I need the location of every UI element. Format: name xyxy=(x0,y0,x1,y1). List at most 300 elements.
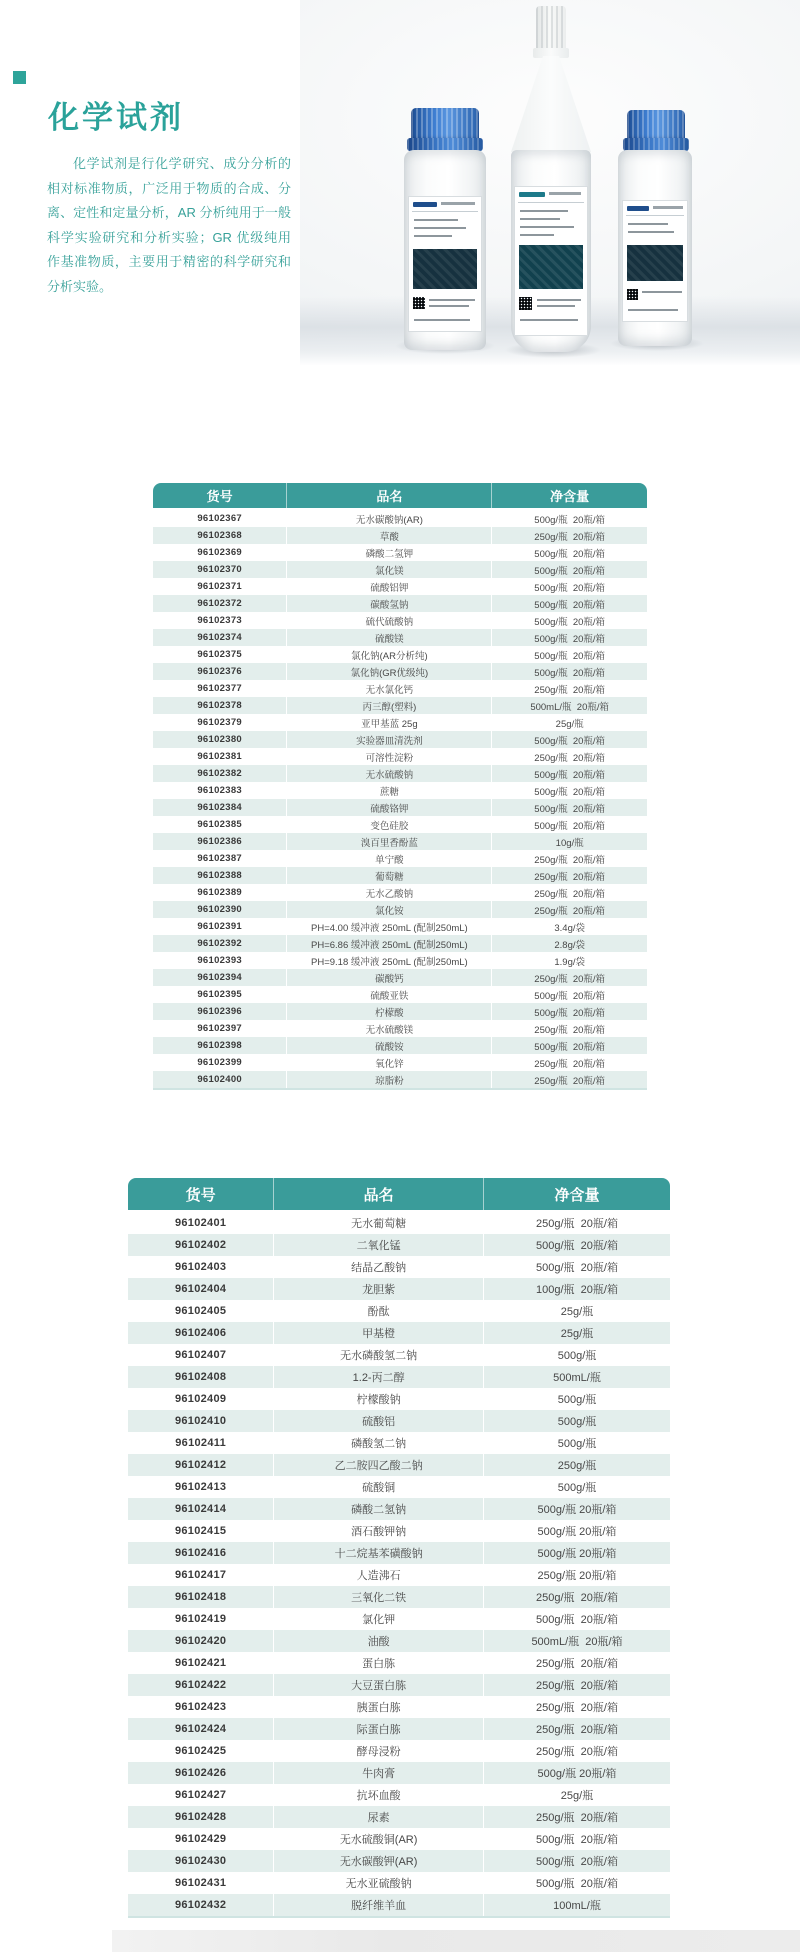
cell-item-no: 96102371 xyxy=(197,581,243,592)
table-row xyxy=(153,612,647,629)
cell-item-no: 96102408 xyxy=(174,1371,227,1383)
table-row xyxy=(128,1454,670,1476)
table-row xyxy=(153,867,647,884)
cell-item-no: 96102424 xyxy=(174,1723,227,1735)
cell-net-content: 250g/瓶 20瓶/箱 xyxy=(483,1806,670,1828)
cell-product-name: 尿素 xyxy=(273,1806,483,1828)
table-row xyxy=(153,816,647,833)
cell-product-name: 酵母浸粉 xyxy=(273,1740,483,1762)
cell-net-content: 500g/瓶 20瓶/箱 xyxy=(491,1003,647,1020)
cell-product-name: 葡萄糖 xyxy=(286,867,491,884)
cell-item-no: 96102432 xyxy=(174,1899,227,1911)
table-row xyxy=(128,1256,670,1278)
table-row xyxy=(153,544,647,561)
cell-product-name: 亚甲基蓝 25g xyxy=(286,714,491,731)
table-row xyxy=(153,663,647,680)
table-row xyxy=(128,1806,670,1828)
bottle-label xyxy=(514,186,588,336)
label-text-line xyxy=(520,319,578,321)
teal-square-decoration xyxy=(13,71,26,84)
cell-item-no: 96102396 xyxy=(197,1006,243,1017)
table-row xyxy=(128,1696,670,1718)
cell-net-content: 25g/瓶 xyxy=(483,1300,670,1322)
table-row xyxy=(128,1410,670,1432)
table-row xyxy=(128,1674,670,1696)
table-row xyxy=(128,1520,670,1542)
label-brand-mark xyxy=(519,192,545,197)
cell-net-content: 500g/瓶 xyxy=(483,1432,670,1454)
cell-net-content: 500g/瓶 20瓶/箱 xyxy=(483,1542,670,1564)
cell-net-content: 250g/瓶 20瓶/箱 xyxy=(483,1674,670,1696)
label-text-line xyxy=(429,305,469,307)
cell-net-content: 25g/瓶 xyxy=(483,1784,670,1806)
cell-product-name: 油酸 xyxy=(273,1630,483,1652)
table-row xyxy=(128,1344,670,1366)
cell-net-content: 500g/瓶 20瓶/箱 xyxy=(491,646,647,663)
cell-item-no: 96102372 xyxy=(197,598,243,609)
bottle-label xyxy=(622,200,688,322)
table-row xyxy=(153,833,647,850)
cell-net-content: 500g/瓶 20瓶/箱 xyxy=(491,986,647,1003)
intro-paragraph: 化学试剂是行化学研究、成分分析的相对标准物质，广泛用于物质的合成、分离、定性和定量分析，AR 分析纯用于一般科学实验研究和分析实验；GR 优级纯用作基准物质，主要用于精密的科学研究和分析实验。 xyxy=(47,156,291,294)
column-header-2: 品名 xyxy=(273,1178,483,1210)
cell-item-no: 96102384 xyxy=(197,802,243,813)
cell-net-content: 500g/瓶 20瓶/箱 xyxy=(483,1234,670,1256)
bottom-section-band xyxy=(112,1930,800,1952)
cell-product-name: 蛋白胨 xyxy=(273,1652,483,1674)
cell-item-no: 96102403 xyxy=(174,1261,227,1273)
product-table-2 xyxy=(128,1178,670,1918)
cell-product-name: 氯化钾 xyxy=(273,1608,483,1630)
table-row xyxy=(153,714,647,731)
cell-product-name: 硫代硫酸钠 xyxy=(286,612,491,629)
cell-product-name: 草酸 xyxy=(286,527,491,544)
cell-item-no: 96102423 xyxy=(174,1701,227,1713)
cell-product-name: 硫酸铝钾 xyxy=(286,578,491,595)
cell-product-name: 硫酸镁 xyxy=(286,629,491,646)
table-row xyxy=(128,1740,670,1762)
cell-product-name: 硫酸亚铁 xyxy=(286,986,491,1003)
table-row xyxy=(153,680,647,697)
table-row xyxy=(153,697,647,714)
product-table-1 xyxy=(153,483,647,1090)
cell-net-content: 250g/瓶 20瓶/箱 xyxy=(491,1020,647,1037)
cell-item-no: 96102414 xyxy=(174,1503,227,1515)
cell-item-no: 96102382 xyxy=(197,768,243,779)
cell-item-no: 96102418 xyxy=(174,1591,227,1603)
cell-net-content: 250g/瓶 20瓶/箱 xyxy=(483,1740,670,1762)
cell-product-name: 可溶性淀粉 xyxy=(286,748,491,765)
cell-item-no: 96102380 xyxy=(197,734,243,745)
cell-item-no: 96102412 xyxy=(174,1459,227,1471)
table-row xyxy=(153,1054,647,1071)
cell-item-no: 96102422 xyxy=(174,1679,227,1691)
bottle-cap xyxy=(536,6,566,50)
cell-item-no: 96102429 xyxy=(174,1833,227,1845)
cell-item-no: 96102417 xyxy=(174,1569,227,1581)
cell-net-content: 500g/瓶 20瓶/箱 xyxy=(491,663,647,680)
cell-product-name: 人造沸石 xyxy=(273,1564,483,1586)
cell-item-no: 96102404 xyxy=(174,1283,227,1295)
cell-item-no: 96102398 xyxy=(197,1040,243,1051)
cell-net-content: 500g/瓶 20瓶/箱 xyxy=(491,544,647,561)
cell-net-content: 25g/瓶 xyxy=(491,714,647,731)
cell-net-content: 250g/瓶 20瓶/箱 xyxy=(483,1652,670,1674)
cell-net-content: 10g/瓶 xyxy=(491,833,647,850)
product-photo xyxy=(300,0,800,365)
table-row xyxy=(153,765,647,782)
cell-product-name: 无水碳酸钠(AR) xyxy=(286,510,491,527)
cell-product-name: 无水硫酸钠 xyxy=(286,765,491,782)
cell-item-no: 96102376 xyxy=(197,666,243,677)
table-row xyxy=(128,1872,670,1894)
label-text-line xyxy=(520,218,560,220)
label-rule xyxy=(412,211,478,212)
cell-net-content: 250g/瓶 20瓶/箱 xyxy=(491,1054,647,1071)
cell-item-no: 96102378 xyxy=(197,700,243,711)
cell-net-content: 500g/瓶 xyxy=(483,1410,670,1432)
cell-item-no: 96102400 xyxy=(197,1074,243,1085)
cell-item-no: 96102391 xyxy=(197,921,243,932)
cell-product-name: 酚酞 xyxy=(273,1300,483,1322)
cell-item-no: 96102413 xyxy=(174,1481,227,1493)
cell-item-no: 96102383 xyxy=(197,785,243,796)
cell-net-content: 500g/瓶 20瓶/箱 xyxy=(483,1828,670,1850)
cell-product-name: 碳酸氢钠 xyxy=(286,595,491,612)
table-row xyxy=(128,1784,670,1806)
cell-item-no: 96102386 xyxy=(197,836,243,847)
label-text-line xyxy=(414,227,466,229)
cell-net-content: 1.9g/袋 xyxy=(491,952,647,969)
label-text-line xyxy=(414,219,458,221)
cell-product-name: 丙三醇(塑料) xyxy=(286,697,491,714)
table-row xyxy=(153,884,647,901)
bottle-shoulder xyxy=(511,56,591,152)
table-row xyxy=(153,510,647,527)
table-row xyxy=(128,1630,670,1652)
table-row xyxy=(128,1432,670,1454)
cell-item-no: 96102427 xyxy=(174,1789,227,1801)
cell-net-content: 500g/瓶 20瓶/箱 xyxy=(491,510,647,527)
label-text-line xyxy=(520,210,568,212)
cell-item-no: 96102419 xyxy=(174,1613,227,1625)
cell-product-name: 际蛋白胨 xyxy=(273,1718,483,1740)
table-row xyxy=(153,646,647,663)
label-text-line xyxy=(537,299,581,301)
column-header-2: 品名 xyxy=(286,483,491,508)
cell-item-no: 96102431 xyxy=(174,1877,227,1889)
cell-item-no: 96102430 xyxy=(174,1855,227,1867)
cell-net-content: 500g/瓶 xyxy=(483,1388,670,1410)
cell-item-no: 96102373 xyxy=(197,615,243,626)
cell-item-no: 96102375 xyxy=(197,649,243,660)
table-row xyxy=(128,1894,670,1916)
table-row xyxy=(153,1020,647,1037)
cell-net-content: 500g/瓶 xyxy=(483,1476,670,1498)
cell-product-name: 抗坏血酸 xyxy=(273,1784,483,1806)
table-row xyxy=(153,731,647,748)
cell-item-no: 96102390 xyxy=(197,904,243,915)
table-row xyxy=(128,1498,670,1520)
label-qr-code xyxy=(519,297,532,310)
table-row xyxy=(153,578,647,595)
cell-net-content: 2.8g/袋 xyxy=(491,935,647,952)
cell-product-name: 氯化镁 xyxy=(286,561,491,578)
cell-net-content: 250g/瓶 20瓶/箱 xyxy=(483,1718,670,1740)
table-row xyxy=(128,1586,670,1608)
cell-product-name: 胰蛋白胨 xyxy=(273,1696,483,1718)
cell-net-content: 250g/瓶 20瓶/箱 xyxy=(491,748,647,765)
cell-net-content: 3.4g/袋 xyxy=(491,918,647,935)
cell-product-name: 硫酸铜 xyxy=(273,1476,483,1498)
cell-net-content: 250g/瓶 20瓶/箱 xyxy=(491,867,647,884)
page-title: 化学试剂 xyxy=(48,100,184,135)
cell-item-no: 96102368 xyxy=(197,530,243,541)
cell-item-no: 96102411 xyxy=(175,1437,226,1449)
cell-product-name: 乙二胺四乙酸二钠 xyxy=(273,1454,483,1476)
table-row xyxy=(153,935,647,952)
cell-product-name: 无水硫酸铜(AR) xyxy=(273,1828,483,1850)
cell-product-name: 无水亚硫酸钠 xyxy=(273,1872,483,1894)
cell-product-name: 硫酸铬钾 xyxy=(286,799,491,816)
table-row xyxy=(153,850,647,867)
column-header-3: 净含量 xyxy=(483,1178,670,1210)
cell-product-name: 磷酸二氢钠 xyxy=(273,1498,483,1520)
cell-product-name: PH=6.86 缓冲液 250mL (配制250mL) xyxy=(286,935,491,952)
table-header xyxy=(153,483,647,508)
cell-product-name: 无水硫酸镁 xyxy=(286,1020,491,1037)
table-row xyxy=(128,1476,670,1498)
table-row xyxy=(153,629,647,646)
cell-item-no: 96102421 xyxy=(174,1657,227,1669)
table-row xyxy=(128,1850,670,1872)
cell-item-no: 96102367 xyxy=(197,513,243,524)
cell-net-content: 500g/瓶 20瓶/箱 xyxy=(491,1037,647,1054)
cell-product-name: 实验器皿清洗剂 xyxy=(286,731,491,748)
cell-item-no: 96102385 xyxy=(197,819,243,830)
label-text-line xyxy=(642,291,682,293)
table-body xyxy=(153,510,647,1090)
cell-product-name: 氧化锌 xyxy=(286,1054,491,1071)
cell-net-content: 500g/瓶 20瓶/箱 xyxy=(491,799,647,816)
table-row xyxy=(128,1366,670,1388)
cell-net-content: 250g/瓶 20瓶/箱 xyxy=(491,1071,647,1088)
cell-net-content: 500g/瓶 20瓶/箱 xyxy=(483,1872,670,1894)
cell-net-content: 500mL/瓶 20瓶/箱 xyxy=(483,1630,670,1652)
column-header-1: 货号 xyxy=(185,1186,216,1204)
bottle-cap xyxy=(411,108,479,142)
table-row xyxy=(128,1234,670,1256)
cell-product-name: 无水氯化钙 xyxy=(286,680,491,697)
table-row xyxy=(128,1388,670,1410)
table-row xyxy=(128,1564,670,1586)
cell-item-no: 96102407 xyxy=(174,1349,227,1361)
cell-item-no: 96102397 xyxy=(197,1023,243,1034)
cell-net-content: 250g/瓶 20瓶/箱 xyxy=(491,527,647,544)
cell-net-content: 250g/瓶 20瓶/箱 xyxy=(483,1586,670,1608)
cell-product-name: 二氧化锰 xyxy=(273,1234,483,1256)
cell-product-name: 大豆蛋白胨 xyxy=(273,1674,483,1696)
cell-item-no: 96102415 xyxy=(174,1525,227,1537)
table-row xyxy=(128,1718,670,1740)
label-qr-code xyxy=(413,297,425,309)
table-row xyxy=(153,748,647,765)
column-header-3: 净含量 xyxy=(491,483,647,508)
label-brand-mark xyxy=(413,202,437,207)
cell-item-no: 96102389 xyxy=(197,887,243,898)
cell-product-name: 变色硅胶 xyxy=(286,816,491,833)
table-row xyxy=(128,1762,670,1784)
table-row xyxy=(153,986,647,1003)
cell-product-name: 脱纤维羊血 xyxy=(273,1894,483,1916)
cell-net-content: 500g/瓶 20瓶/箱 xyxy=(491,629,647,646)
table-row xyxy=(128,1542,670,1564)
cell-item-no: 96102369 xyxy=(197,547,243,558)
label-brand-sub xyxy=(549,192,581,195)
table-row xyxy=(128,1300,670,1322)
cell-product-name: 硫酸铵 xyxy=(286,1037,491,1054)
cell-net-content: 250g/瓶 20瓶/箱 xyxy=(483,1696,670,1718)
label-rule xyxy=(518,202,584,203)
cell-item-no: 96102394 xyxy=(197,972,243,983)
table-row xyxy=(128,1828,670,1850)
label-brand-sub xyxy=(441,202,475,205)
label-text-line xyxy=(414,235,452,237)
table-row xyxy=(128,1322,670,1344)
cell-product-name: 三氧化二铁 xyxy=(273,1586,483,1608)
cell-net-content: 500g/瓶 20瓶/箱 xyxy=(483,1608,670,1630)
cell-net-content: 250g/瓶 xyxy=(483,1454,670,1476)
label-text-line xyxy=(628,223,668,225)
cell-net-content: 250g/瓶 20瓶/箱 xyxy=(483,1212,670,1234)
label-text-line xyxy=(537,305,575,307)
cell-item-no: 96102410 xyxy=(174,1415,227,1427)
table-row xyxy=(153,799,647,816)
cell-product-name: 氯化钠(AR分析纯) xyxy=(286,646,491,663)
label-qr-code xyxy=(627,289,638,300)
cell-product-name: 结晶乙酸钠 xyxy=(273,1256,483,1278)
cell-net-content: 250g/瓶 20瓶/箱 xyxy=(491,884,647,901)
cell-net-content: 250g/瓶 20瓶/箱 xyxy=(491,969,647,986)
cell-product-name: 氯化钠(GR优级纯) xyxy=(286,663,491,680)
cell-product-name: 硫酸铝 xyxy=(273,1410,483,1432)
cell-product-name: 柠檬酸 xyxy=(286,1003,491,1020)
cell-product-name: 无水磷酸氢二钠 xyxy=(273,1344,483,1366)
table-row xyxy=(128,1652,670,1674)
cell-net-content: 500g/瓶 20瓶/箱 xyxy=(491,731,647,748)
table-row xyxy=(153,527,647,544)
table-row xyxy=(153,595,647,612)
cell-item-no: 96102405 xyxy=(174,1305,227,1317)
cell-net-content: 500g/瓶 20瓶/箱 xyxy=(483,1850,670,1872)
label-text-line xyxy=(414,319,470,321)
cell-product-name: 氯化铵 xyxy=(286,901,491,918)
label-text-line xyxy=(520,234,554,236)
cell-net-content: 500g/瓶 xyxy=(483,1344,670,1366)
cell-product-name: 甲基橙 xyxy=(273,1322,483,1344)
label-rule xyxy=(626,215,684,216)
cell-net-content: 25g/瓶 xyxy=(483,1322,670,1344)
cell-item-no: 96102426 xyxy=(174,1767,227,1779)
label-text-line xyxy=(628,231,674,233)
cell-net-content: 500g/瓶 20瓶/箱 xyxy=(491,612,647,629)
table-row xyxy=(153,952,647,969)
label-brand-sub xyxy=(653,206,683,209)
label-panel xyxy=(627,245,683,281)
cell-product-name: 牛肉膏 xyxy=(273,1762,483,1784)
cell-item-no: 96102381 xyxy=(197,751,243,762)
cell-item-no: 96102406 xyxy=(174,1327,227,1339)
table-row xyxy=(153,901,647,918)
label-brand-mark xyxy=(627,206,649,211)
cell-product-name: 单宁酸 xyxy=(286,850,491,867)
cell-net-content: 250g/瓶 20瓶/箱 xyxy=(491,850,647,867)
cell-net-content: 500g/瓶 20瓶/箱 xyxy=(491,578,647,595)
cell-product-name: 磷酸氢二钠 xyxy=(273,1432,483,1454)
table-row xyxy=(153,1071,647,1088)
cell-item-no: 96102392 xyxy=(197,938,243,949)
cell-product-name: 十二烷基苯磺酸钠 xyxy=(273,1542,483,1564)
cell-net-content: 500mL/瓶 xyxy=(483,1366,670,1388)
cell-product-name: 无水葡萄糖 xyxy=(273,1212,483,1234)
cell-net-content: 250g/瓶 20瓶/箱 xyxy=(483,1564,670,1586)
cell-item-no: 96102428 xyxy=(174,1811,227,1823)
table-row xyxy=(153,561,647,578)
table-row xyxy=(128,1278,670,1300)
cell-net-content: 100g/瓶 20瓶/箱 xyxy=(483,1278,670,1300)
cell-item-no: 96102379 xyxy=(197,717,243,728)
bottle-label xyxy=(408,196,482,332)
cell-net-content: 100mL/瓶 xyxy=(483,1894,670,1916)
table-body xyxy=(128,1212,670,1918)
cell-item-no: 96102388 xyxy=(197,870,243,881)
cell-product-name: 碳酸钙 xyxy=(286,969,491,986)
cell-net-content: 500g/瓶 20瓶/箱 xyxy=(483,1762,670,1784)
cell-net-content: 250g/瓶 20瓶/箱 xyxy=(491,680,647,697)
table-row xyxy=(128,1608,670,1630)
cell-product-name: 酒石酸钾钠 xyxy=(273,1520,483,1542)
table-header xyxy=(128,1178,670,1210)
table-row xyxy=(153,969,647,986)
cell-product-name: PH=4.00 缓冲液 250mL (配制250mL) xyxy=(286,918,491,935)
column-header-1: 货号 xyxy=(206,489,233,504)
table-row xyxy=(128,1212,670,1234)
cell-item-no: 96102425 xyxy=(174,1745,227,1757)
cell-item-no: 96102377 xyxy=(197,683,243,694)
cell-product-name: 溴百里香酚蓝 xyxy=(286,833,491,850)
cell-net-content: 500g/瓶 20瓶/箱 xyxy=(483,1498,670,1520)
label-text-line xyxy=(520,226,574,228)
table-row xyxy=(153,782,647,799)
cell-product-name: 无水碳酸钾(AR) xyxy=(273,1850,483,1872)
cell-product-name: 磷酸二氢钾 xyxy=(286,544,491,561)
cell-product-name: 1.2-丙二醇 xyxy=(273,1366,483,1388)
cell-item-no: 96102370 xyxy=(197,564,243,575)
cell-product-name: 蔗糖 xyxy=(286,782,491,799)
cell-item-no: 96102416 xyxy=(174,1547,227,1559)
cell-net-content: 500g/瓶 20瓶/箱 xyxy=(491,816,647,833)
cell-item-no: 96102393 xyxy=(197,955,243,966)
cell-product-name: 龙胆紫 xyxy=(273,1278,483,1300)
cell-product-name: PH=9.18 缓冲液 250mL (配制250mL) xyxy=(286,952,491,969)
table-row xyxy=(153,1037,647,1054)
cell-net-content: 500g/瓶 20瓶/箱 xyxy=(491,782,647,799)
cell-product-name: 琼脂粉 xyxy=(286,1071,491,1088)
cell-net-content: 500mL/瓶 20瓶/箱 xyxy=(491,697,647,714)
label-text-line xyxy=(628,309,678,311)
cell-net-content: 500g/瓶 20瓶/箱 xyxy=(483,1520,670,1542)
cell-net-content: 500g/瓶 20瓶/箱 xyxy=(491,561,647,578)
